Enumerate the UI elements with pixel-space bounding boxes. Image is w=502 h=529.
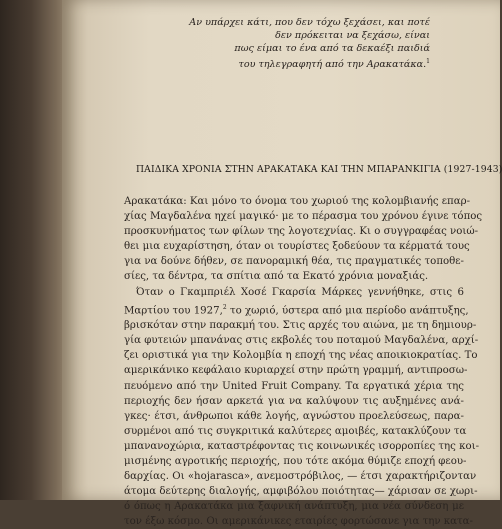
text-line: ζει οριστικά για την Κολομβία η εποχή της νέας αποικιοκρατίας. Το	[124, 350, 478, 362]
text-line: βρισκόταν στην παρακμή του. Στις αρχές του αιώνα, με τη δημιουρ-	[124, 320, 477, 332]
epigraph-line: πως είμαι το ένα από τα δεκαέξι παιδιά	[234, 43, 430, 54]
epigraph-line-text: του τηλεγραφητή από την Αρακατάκα.	[238, 59, 427, 71]
text-line: πευόμενο από την United Fruit Company. Τα εργατικά χέρια της	[124, 380, 464, 392]
text-line: συρμένοι από τις συγκριτικά καλύτερες αμοιβές, κατακλύζουν τα	[124, 425, 467, 437]
text-line: άτομα δεύτερης διαλογής, αμφιβόλου ποιότητας— χάρισαν σε χωρι-	[124, 486, 478, 498]
text-line: αμερικάνικο κεφάλαιο κυριαρχεί στην πρώτη γραμμή, αντιπροσω-	[124, 365, 468, 377]
paragraph-1	[124, 194, 483, 285]
book-page	[62, 0, 502, 528]
paragraph-2	[124, 285, 480, 529]
body-text	[124, 194, 483, 529]
text-line: προσκυνήματος των φίλων της λογοτεχνίας. Κι ο συγγραφέας νοιώ-	[124, 226, 479, 238]
text-line: για να δούνε δήθεν, σε πανοραμική θέα, τις πραγματικές τοποθε-	[124, 256, 464, 268]
text-line: Όταν ο Γκαμπριέλ Χοσέ Γκαρσία Μάρκες γεννήθηκε, στις 6	[136, 286, 464, 298]
text-line: τον έξω κόσμο. Οι αμερικάνικες εταιρίες φορτώσανε για την κατα-	[124, 516, 474, 528]
epigraph-line	[130, 55, 430, 71]
epigraph-line: δεν πρόκειται να ξεχάσω, είναι	[275, 30, 430, 41]
text-line: ό όπως η Αρακατάκα μια ξαφνική ανάπτυξη, μια νέα σύνδεση με	[124, 501, 464, 513]
text-line-start: Μαρτίου του 1927,	[124, 305, 223, 317]
book-binding-shadow	[0, 0, 70, 500]
text-line: θει μια ευχαρίστηση, όταν οι τουρίστες ξοδεύουν τα κέρματά τους	[124, 241, 470, 253]
text-line: μισμένης αγροτικής περιοχής, που τότε ακόμα θύμιζε εποχή φεου-	[124, 455, 467, 467]
text-line: γία φυτειών μπανάνας στις εκβολές του ποταμού Μαγδαλένα, αρχί-	[124, 335, 479, 347]
chapter-heading: ΠΑΙΔΙΚΑ ΧΡΟΝΙΑ ΣΤΗΝ ΑΡΑΚΑΤΑΚΑ ΚΑΙ ΤΗΝ ΜΠΑΡΑΝΚΙΓΙΑ (1927-1943)	[136, 164, 502, 175]
text-line-rest: το χωριό, ύστερα από μια περίοδο ανάπτυξης,	[229, 305, 469, 317]
epigraph	[130, 16, 430, 71]
text-line: περιοχής δεν ήσαν αρκετά για να καλύψουν τις αυξημένες ανά-	[124, 395, 464, 407]
footnote-mark: 2	[222, 303, 227, 311]
text-line: σίες, τα δέντρα, τα σπίτια από τα Εκατό χρόνια μοναξιάς.	[124, 271, 429, 283]
text-line: μπανανοχώρια, καταστρέφοντας τις κοινωνικές ισορροπίες της κοι-	[124, 440, 480, 452]
text-line: γκες· έτσι, άνθρωποι κάθε λογής, αγνώστου προελεύσεως, παρα-	[124, 410, 464, 422]
text-line: Αρακατάκα: Και μόνο το όνομα του χωριού της κολομβιανής επαρ-	[124, 196, 471, 207]
text-line	[124, 300, 469, 318]
text-line: χίας Μαγδαλένα ηχεί μαγικό· με το πέρασμα του χρόνου έγινε τόπος	[124, 211, 483, 223]
epigraph-line: Αν υπάρχει κάτι, που δεν τόχω ξεχάσει, και ποτέ	[189, 17, 430, 28]
footnote-mark: 1	[426, 58, 430, 65]
text-line: δαρχίας. Οι «hojarasca», ανεμοστρόβιλος, — έτσι χαρακτήριζονταν	[124, 471, 477, 483]
